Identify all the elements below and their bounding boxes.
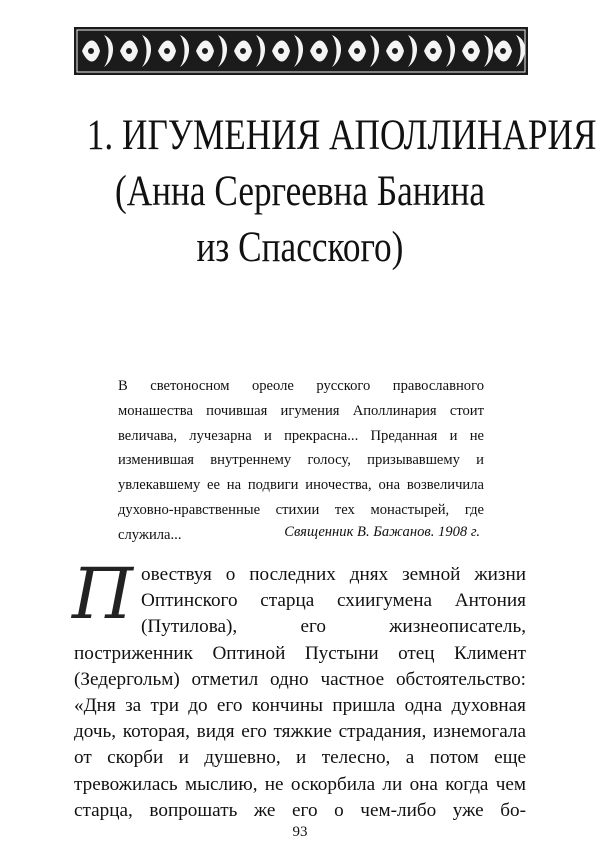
chapter-title [86,108,597,276]
page-number: 93 [292,824,308,840]
epigraph [118,374,484,548]
chapter-title-line-3: из Спасского) [196,224,404,271]
body-text: овествуя о последних днях земной жизни Оптинского старца схиигумена Антония (Путилова), его жизнеописатель, постриженник Оптиной Пустыни отец Климент (Зедергольм) отметил одно частное обстоятельство: «Дня за три до его кончины пришла одна духовная дочь, которая, видя его тяжкие страдания, изнемогала от скорби и душевно, и телесно, а потом еще тревожилась мыслию, не оскорбила ли она когда чем старца, вопрошать же его о чем-либо уже бо- [74,564,526,821]
epigraph-attribution: Священник В. Бажанов. 1908 г. [284,524,480,540]
drop-cap: П [72,553,134,635]
ornamental-header-band [74,27,528,75]
body-paragraph [72,553,526,824]
chapter-title-line-1: 1. ИГУМЕНИЯ АПОЛЛИНАРИЯ [86,112,597,159]
chapter-title-line-2: (Анна Сергеевна Банина [114,168,486,215]
ornament-pattern-icon [74,27,528,75]
epigraph-text: В светоносном ореоле русского православного монашества почившая игумения Аполлинария стоит величава, лучезарна и прекрасна... Преданная и не изменившая внутреннему голосу, призывавшему и увлекавшему ее на подвиги иночества, она возвеличила духовно-нравственные стихии тех монастырей, где служила... [118,378,484,543]
